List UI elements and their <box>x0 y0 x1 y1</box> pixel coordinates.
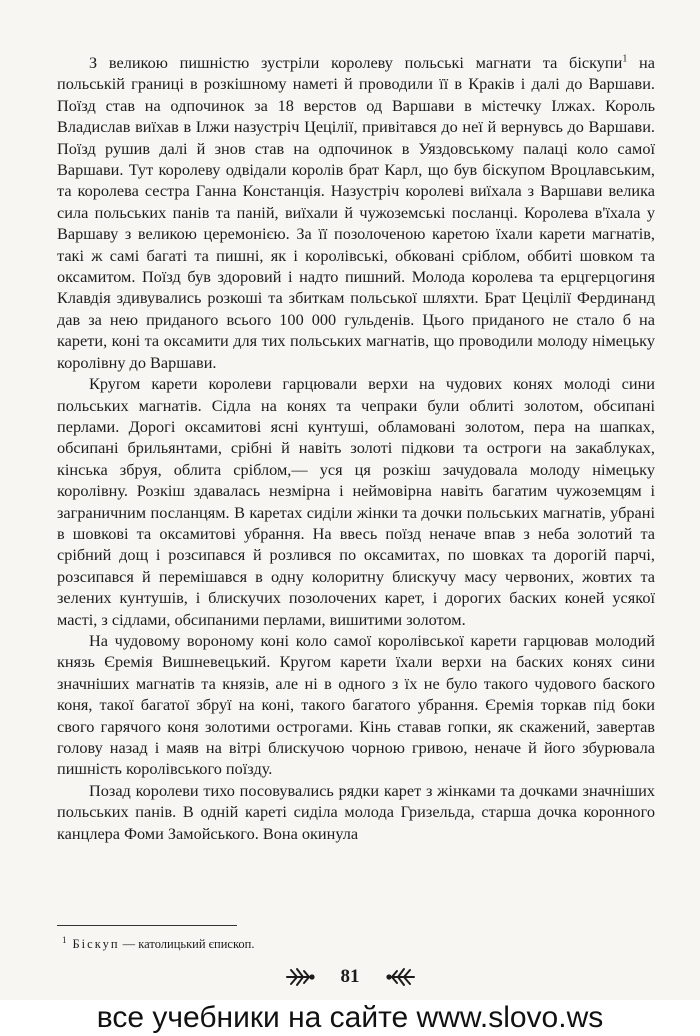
footnote-dash: — <box>119 937 139 952</box>
footnote-term: Біскуп <box>72 937 120 952</box>
page-footer <box>0 962 700 992</box>
paragraph-1-text-before: З великою пишністю зустріли королеву польські магнати та біскупи <box>89 53 623 72</box>
paragraph-2: Кругом карети королеви гарцювали верхи на чудових конях молоді сини польських магнатів. Сідла на конях та чепраки були облиті золотом, обсипані перлами. Дорогі оксамитові ясні кунтуші, обламовані золотом, пера на шапках, обсипані брильянтами, срібні й навіть золоті підкови та остроги на закаблуках, кінська збруя, облита сріблом,— уся ця розкіш зачудовала молоду німецьку королівну. Розкіш здавалась незмірна і неймовірна навіть багатим чужоземцям і заграничним посланцям. В каретах сиділи жінки та дочки польських магнатів, убрані в шовкові та оксамитові убрання. На ввесь поїзд неначе впав з неба золотий та срібний дощ і розсипався й розлився по оксамитах, по шовках та дорогій парчі, розсипався й перемішався в одну колоритну блискучу масу червоних, жовтих та зелених кунтушів, і блискучих позолочених карет, і дорогих баских коней усякої масті, з сідлами, обсипаними перлами, вишитими золотом. <box>57 374 655 629</box>
floral-ornament-right-icon <box>386 966 416 988</box>
paragraph-1-text-after: на польській границі в розкішному наметі й проводили її в Краків і далі до Варшави. Поїзд став на одпочинок за 18 верстов од Варшави в містечку Ілжах. Король Владислав виїхав в Ілжи назустріч Цецілії, привітався до неї й вернувсь до Варшави. Поїзд рушив далі й знов став на одпочинок в Уяздовському палаці коло самої Варшави. Тут королеву одвідали королів брат Карл, що був біскупом Вроцлавським, та королева сестра Ганна Констанція. Назустріч королеві виїхала з Варшави велика сила польських панів та паній, виїхали й чужоземські посланці. Королева в'їхала у Варшаву з великою церемонією. За її позолоченою каретою їхали карети магнатів, такі ж самі багаті та пишні, як і королівські, обковані сріблом, оббиті шовком та оксамитом. Поїзд був здоровий і надто пишний. Молода королева та ерцгерцогиня Клавдія здивувались розкоші та збиткам польської шляхти. Брат Цецілії Фердинанд дав за нею приданого всього 100 000 гульденів. Цього приданого не стало б на карети, коні та оксамити для тих польських магнатів, що проводили молоду німецьку королівну до Варшави. <box>57 53 655 372</box>
footnote-number: 1 <box>62 935 67 945</box>
paragraph-1 <box>57 52 655 373</box>
footnote <box>62 932 622 952</box>
body-text <box>57 52 655 844</box>
footnote-divider <box>57 925 237 926</box>
footnote-definition: католицький єпископ. <box>138 937 255 952</box>
paragraph-4: Позад королеви тихо посовувались рядки карет з жінками та дочками значніших польських панів. В одній кареті сиділа молода Гризельда, старша дочка коронного канцлера Фоми Замойського. Вона окинула <box>57 780 655 843</box>
watermark-banner: все учебники на сайте www.slovo.ws <box>0 1000 700 1036</box>
floral-ornament-left-icon <box>285 966 315 988</box>
paragraph-3: На чудовому вороному коні коло самої королівської карети гарцював молодий князь Єремія Вишневецький. Кругом карети їхали верхи на баских конях сини значніших магнатів та князів, але ні в одного з їх не було такого чудового баского коня, такої багатої збруї на коні, такого багатого убрання. Єремія торкав під боки свого гарячого коня золотими острогами. Кінь ставав гопки, як скажений, завертав голову назад і маяв на вітрі блискучою чорною гривою, неначе й його збурювала пишність королівського поїзду. <box>57 630 655 779</box>
footnote-reference: 1 <box>622 53 628 65</box>
page-number: 81 <box>340 966 360 987</box>
